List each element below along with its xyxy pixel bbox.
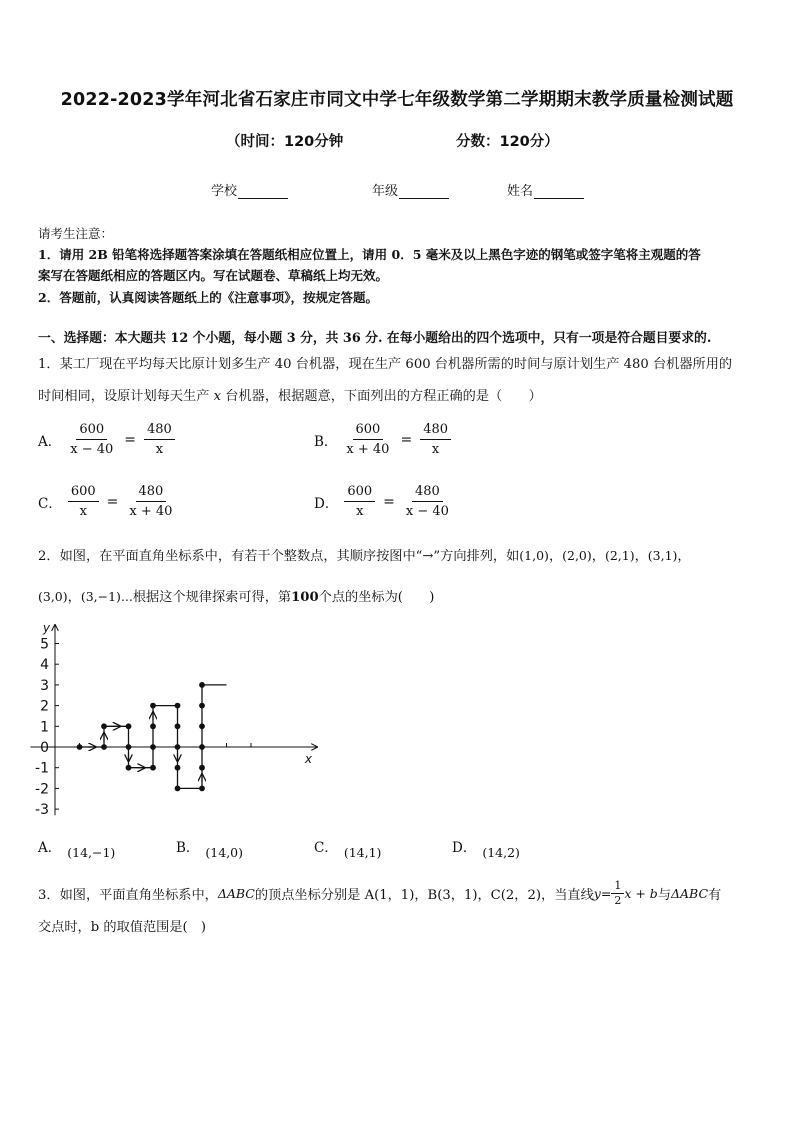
option-value: (14,0): [205, 844, 244, 860]
q2-point: (3,1): [647, 548, 678, 563]
denominator: x + 40: [129, 504, 173, 519]
q3-y: y: [593, 886, 601, 901]
q2-option-d[interactable]: [452, 836, 520, 860]
y-tick-label: 3: [40, 677, 49, 694]
q3-eq: =: [600, 886, 612, 901]
denominator: x − 40: [405, 504, 449, 519]
grade-label: 年级: [372, 184, 399, 199]
q2-ellipsis: ...: [120, 589, 133, 604]
y-tick-label: 5: [40, 636, 49, 653]
q1-line1: 1．某工厂现在平均每天比原计划多生产 40 台机器，现在生产 600 台机器所需的时间与原计划生产 480 台机器所用的: [38, 357, 733, 372]
section1-heading: 一、选择题：本大题共 12 个小题，每小题 3 分，共 36 分. 在每小题给出的四个选项中，只有一项是符合题目要求的.: [38, 331, 712, 346]
y-axis-label: y: [42, 621, 50, 636]
option-label: C．: [38, 495, 62, 512]
q2-line2b-text: 个点的坐标为: [318, 590, 398, 605]
q1-var: x: [213, 389, 222, 404]
numerator: 1: [611, 879, 624, 894]
y-tick-label: 1: [40, 719, 49, 736]
lattice-point: [77, 744, 83, 750]
notice-line1: 1．请用 2B 铅笔将选择题答案涂填在答题纸相应位置上，请用 0．5 毫米及以上黑色字迹的钢笔或签字笔将主观题的答: [38, 247, 701, 262]
notice-line2: 2．答题前，认真阅读答题纸上的《注意事项》，按规定答题。: [38, 290, 378, 305]
option-label: D．: [452, 840, 477, 856]
lattice-point: [175, 723, 181, 729]
lattice-point: [101, 744, 107, 750]
q1-line2b: 台机器，根据题意，下面列出的方程正确的是（ ）: [225, 389, 542, 404]
numerator: 600: [68, 482, 99, 502]
q2-line2: (3,0)，(3,−1)...根据这个规律探索可得，第100个点的坐标为( ): [38, 589, 435, 605]
option-label: A．: [38, 433, 62, 450]
y-tick-label: -3: [35, 802, 49, 819]
lattice-point: [199, 682, 205, 688]
x-axis-label: x: [304, 752, 313, 766]
option-value: (14,2): [482, 844, 520, 860]
q3-text: 有: [708, 888, 722, 903]
q2-paren: ( ): [397, 590, 435, 605]
lattice-point: [199, 744, 205, 750]
q2-option-b[interactable]: [176, 836, 244, 860]
lattice-point: [199, 703, 205, 709]
exam-time: （时间：120分钟: [226, 134, 344, 150]
y-tick-label: -1: [35, 760, 49, 777]
q2-line1: 2．如图，在平面直角坐标系中，有若干个整数点，其顺序按图中“→”方向排列，如(1,0)，(2,0)，(2,1)，(3,1)，: [38, 548, 691, 564]
option-label: B．: [176, 840, 200, 856]
lattice-point: [150, 723, 156, 729]
q3-triangle: ΔABC: [671, 886, 709, 901]
lattice-point: [175, 703, 181, 709]
denominator: x + 40: [346, 442, 390, 457]
option-value: (14,−1): [67, 844, 116, 860]
lattice-point: [126, 765, 132, 771]
exam-score: 分数：120分）: [456, 134, 559, 150]
q1-line2a: 时间相同，设原计划每天生产: [38, 389, 210, 404]
denominator: x: [79, 504, 87, 519]
denominator: x: [155, 442, 164, 457]
option-label: B．: [314, 433, 338, 450]
q2-line2-text: 根据这个规律探索可得，第: [132, 590, 292, 605]
lattice-point: [126, 744, 132, 750]
option-value: (14,1): [343, 844, 382, 860]
fraction: [343, 420, 392, 459]
q3-triangle: ΔABC: [217, 886, 255, 901]
q1-option-b[interactable]: B． $\frac{600}{x + 40}$ = $\frac{480}{x}$: [314, 420, 451, 459]
lattice-point: [199, 723, 205, 729]
q2-point: (2,1): [604, 548, 635, 563]
school-field[interactable]: [211, 180, 288, 199]
page-title: 2022-2023学年河北省石家庄市同文中学七年级数学第二学期期末教学质量检测试题: [60, 90, 734, 110]
school-label: 学校: [211, 184, 238, 199]
lattice-point: [150, 703, 156, 709]
fraction: [144, 420, 175, 459]
lattice-point: [150, 744, 156, 750]
option-label: A．: [38, 840, 62, 856]
q3-rest: x + b: [624, 886, 658, 901]
q1-option-c[interactable]: C． $\frac{600}{x}$ = $\frac{480}{x + 40}$: [38, 482, 175, 521]
fraction: [67, 420, 116, 459]
denominator: x: [356, 504, 364, 519]
lattice-point: [199, 786, 205, 792]
denominator: 2: [614, 894, 622, 907]
school-blank[interactable]: [238, 184, 288, 199]
q1-line2: [38, 385, 542, 404]
option-label: C．: [314, 840, 338, 856]
lattice-point: [175, 765, 181, 771]
fraction: [344, 482, 375, 521]
option-label: D．: [314, 495, 339, 512]
q1-option-d[interactable]: D． $\frac{600}{x}$ = $\frac{480}{x - 40}$: [314, 482, 452, 521]
lattice-point: [126, 723, 132, 729]
lattice-point: [101, 723, 107, 729]
q3-fraction: [611, 879, 624, 908]
y-tick-label: 4: [40, 657, 49, 674]
lattice-point: [175, 786, 181, 792]
q2-point: (1,0): [519, 548, 549, 563]
q3-text: 3．如图，平面直角坐标系中，: [38, 888, 218, 903]
q2-point: (3,−1): [80, 589, 121, 604]
fraction: [68, 482, 99, 521]
denominator: x − 40: [70, 442, 114, 457]
q3-line2: 交点时，b 的取值范围是( ): [38, 920, 206, 935]
q1-option-a[interactable]: A． $\frac{600}{x - 40}$ = $\frac{480}{x}$: [38, 420, 175, 459]
lattice-point: [150, 765, 156, 771]
lattice-point: [199, 765, 205, 771]
q2-point: (2,0): [562, 548, 592, 563]
denominator: x: [431, 442, 440, 457]
grade-blank[interactable]: [399, 184, 449, 199]
name-blank[interactable]: [534, 184, 584, 199]
name-label: 姓名: [507, 184, 534, 199]
y-tick-label: 0: [40, 740, 49, 756]
notice-heading: 请考生注意：: [38, 226, 114, 241]
q2-line1-text: 2．如图，在平面直角坐标系中，有若干个整数点，其顺序按图中“→”方向排列，如: [38, 549, 520, 564]
q3-text: 与: [657, 888, 671, 903]
fraction: [420, 420, 451, 459]
numerator: 600: [344, 482, 375, 502]
grade-field[interactable]: [372, 180, 449, 199]
q3-text: 的顶点坐标分别是 A(1，1)，B(3，1)，C(2，2)，当直线: [254, 888, 594, 903]
numerator: 480: [412, 482, 443, 502]
name-field[interactable]: [507, 180, 584, 199]
q3-line1: [38, 879, 721, 908]
numerator: 600: [353, 420, 384, 440]
numerator: 480: [136, 482, 167, 502]
q2-point: (3,0): [38, 589, 68, 604]
q2-option-a[interactable]: [38, 836, 116, 860]
q2-option-c[interactable]: [314, 836, 382, 860]
numerator: 480: [420, 420, 451, 440]
lattice-point: [175, 744, 181, 750]
y-tick-label: -2: [35, 781, 49, 798]
notice-line1b: 案写在答题纸相应的答题区内。写在试题卷、草稿纸上均无效。: [38, 268, 389, 283]
q2-coordinate-figure: [30, 614, 313, 824]
numerator: 480: [144, 420, 175, 440]
numerator: 600: [76, 420, 107, 440]
fraction: [126, 482, 175, 521]
figure-content: [31, 621, 318, 818]
fraction: [403, 482, 452, 521]
q2-number: 100: [291, 590, 319, 605]
y-tick-label: 2: [40, 698, 49, 715]
